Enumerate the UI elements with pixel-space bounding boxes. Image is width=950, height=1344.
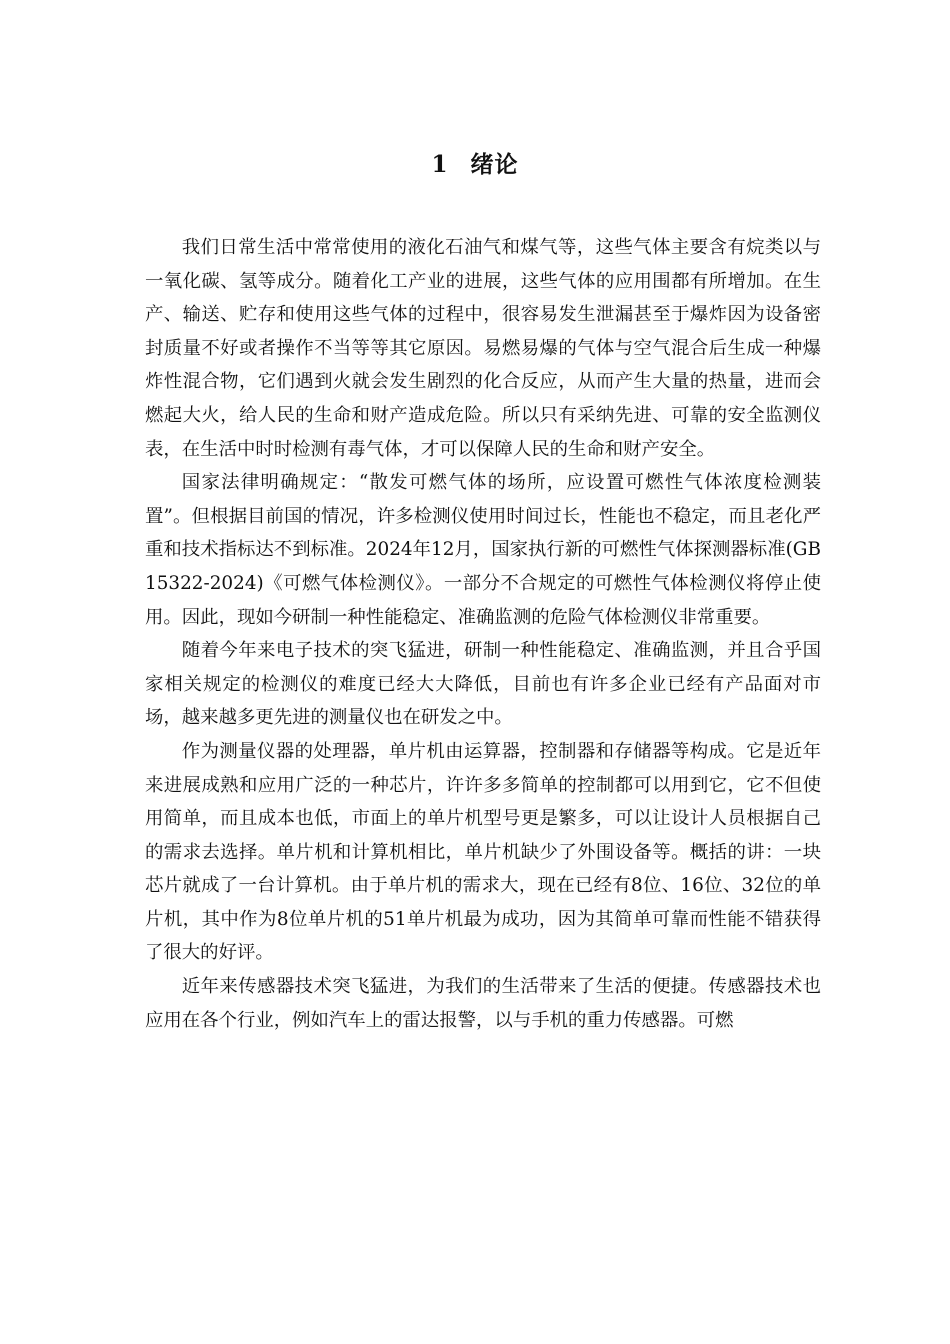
chapter-number: 1 — [431, 151, 449, 178]
chapter-title — [0, 146, 950, 184]
paragraph-3: 随着今年来电子技术的突飞猛进，研制一种性能稳定、准确监测，并且合乎国家相关规定的检测仪的难度已经大大降低，目前也有许多企业已经有产品面对市场，越来越多更先进的测量仪也在研发之中。 — [145, 640, 821, 729]
chapter-heading-text: 绪论 — [470, 151, 519, 178]
paragraph-5: 近年来传感器技术突飞猛进，为我们的生活带来了生活的便捷。传感器技术也应用在各个行业，例如汽车上的雷达报警，以与手机的重力传感器。可燃 — [145, 976, 821, 1031]
paragraph-4: 作为测量仪器的处理器，单片机由运算器，控制器和存储器等构成。它是近年来进展成熟和应用广泛的一种芯片，许许多多简单的控制都可以用到它，它不但使用简单，而且成本也低，市面上的单片机型号更是繁多，可以让设计人员根据自己的需求去选择。单片机和计算机相比，单片机缺少了外围设备等。概括的讲：一块芯片就成了一台计算机。由于单片机的需求大，现在已经有8位、16位、32位的单片机，其中作为8位单片机的51单片机最为成功，因为其简单可靠而性能不错获得了很大的好评。 — [145, 740, 821, 964]
body-text — [145, 231, 821, 1037]
paragraph-2: 国家法律明确规定：“散发可燃气体的场所，应设置可燃性气体浓度检测装置”。但根据目前国的情况，许多检测仪使用时间过长，性能也不稳定，而且老化严重和技术指标达不到标准。2024年12月，国家执行新的可燃性气体探测器标准(GB 15322-2024)《可燃气体检测仪》。一部分不合规定的可燃性气体检测仪将停止使用。因此，现如今研制一种性能稳定、准确监测的危险气体检测仪非常重要。 — [145, 472, 821, 628]
paragraph-1: 我们日常生活中常常使用的液化石油气和煤气等，这些气体主要含有烷类以与一氧化碳、氢等成分。随着化工产业的进展，这些气体的应用围都有所增加。在生产、输送、贮存和使用这些气体的过程中，很容易发生泄漏甚至于爆炸因为设备密封质量不好或者操作不当等等其它原因。易燃易爆的气体与空气混合后生成一种爆炸性混合物，它们遇到火就会发生剧烈的化合反应，从而产生大量的热量，进而会燃起大火，给人民的生命和财产造成危险。所以只有采纳先进、可靠的安全监测仪表，在生活中时时检测有毒气体，才可以保障人民的生命和财产安全。 — [145, 237, 821, 460]
